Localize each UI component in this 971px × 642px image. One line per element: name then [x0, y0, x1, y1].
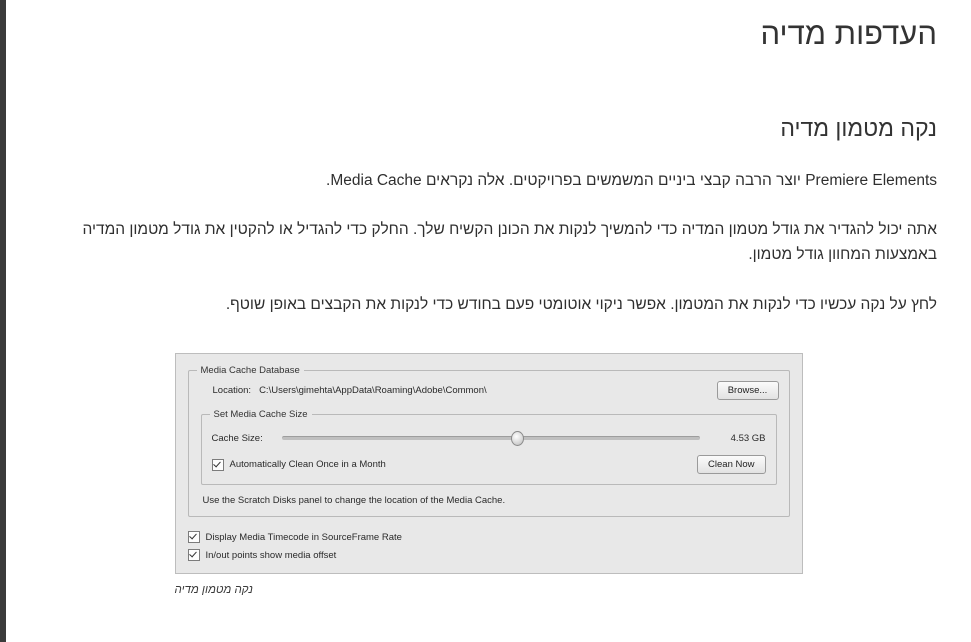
display-media-timecode-row	[188, 531, 792, 543]
auto-clean-checkbox[interactable]	[212, 459, 224, 471]
display-media-timecode-checkbox[interactable]	[188, 531, 200, 543]
cache-size-slider-thumb[interactable]	[511, 431, 524, 446]
cache-size-value: 4.53 GB	[730, 432, 766, 444]
location-row	[199, 381, 779, 400]
cache-size-slider[interactable]	[282, 431, 700, 445]
set-media-cache-size-group	[201, 409, 777, 485]
browse-button[interactable]: Browse...	[717, 381, 779, 400]
in-out-points-offset-row	[188, 549, 792, 561]
section-title: נקה מטמון מדיה	[780, 115, 937, 142]
paragraph-cache-size: אתה יכול להגדיר את גודל מטמון המדיה כדי להמשיך לנקות את הכונן הקשיח שלך. החלק כדי להגדיל או להקטין את גודל מטמון המדיה באמצעות המחוון גודל מטמון.	[82, 221, 937, 264]
in-out-points-offset-label: In/out points show media offset	[205, 549, 337, 561]
paragraph-intro: Premiere Elements יוצר הרבה קבצי ביניים המשמשים בפרויקטים. אלה נקראים Media Cache.	[326, 172, 937, 190]
document-content	[6, 14, 971, 596]
cache-size-label: Cache Size:	[211, 432, 263, 444]
in-out-points-offset-checkbox[interactable]	[188, 549, 200, 561]
figure-media-cache	[40, 353, 937, 597]
clean-now-button[interactable]: Clean Now	[697, 455, 765, 474]
location-label: Location:	[212, 384, 252, 396]
figure-caption: נקה מטמון מדיה	[174, 584, 253, 597]
display-media-timecode-label: Display Media Timecode in SourceFrame Rate	[205, 531, 402, 543]
cache-size-slider-track	[282, 436, 700, 440]
paragraph-clean-now: לחץ על נקה עכשיו כדי לנקות את המטמון. אפשר ניקוי אוטומטי פעם בחודש כדי לנקות את הקבצים באופן שוטף.	[225, 295, 937, 313]
document-page	[6, 0, 971, 642]
location-value: C:\Users\gimehta\AppData\Roaming\Adobe\Common\	[259, 384, 487, 396]
auto-clean-label: Automatically Clean Once in a Month	[229, 459, 386, 471]
media-cache-database-group-title: Media Cache Database	[197, 365, 304, 376]
media-cache-database-group	[188, 364, 790, 518]
auto-clean-row	[212, 455, 766, 474]
bottom-options	[186, 531, 792, 561]
set-media-cache-size-group-title: Set Media Cache Size	[210, 409, 312, 420]
figure-caption-wrap	[175, 584, 803, 596]
page-title: העדפות מדיה	[760, 16, 937, 51]
cache-size-row	[212, 431, 766, 445]
scratch-disks-note: Use the Scratch Disks panel to change the location of the Media Cache.	[202, 495, 506, 507]
media-cache-preferences-panel	[175, 353, 803, 575]
